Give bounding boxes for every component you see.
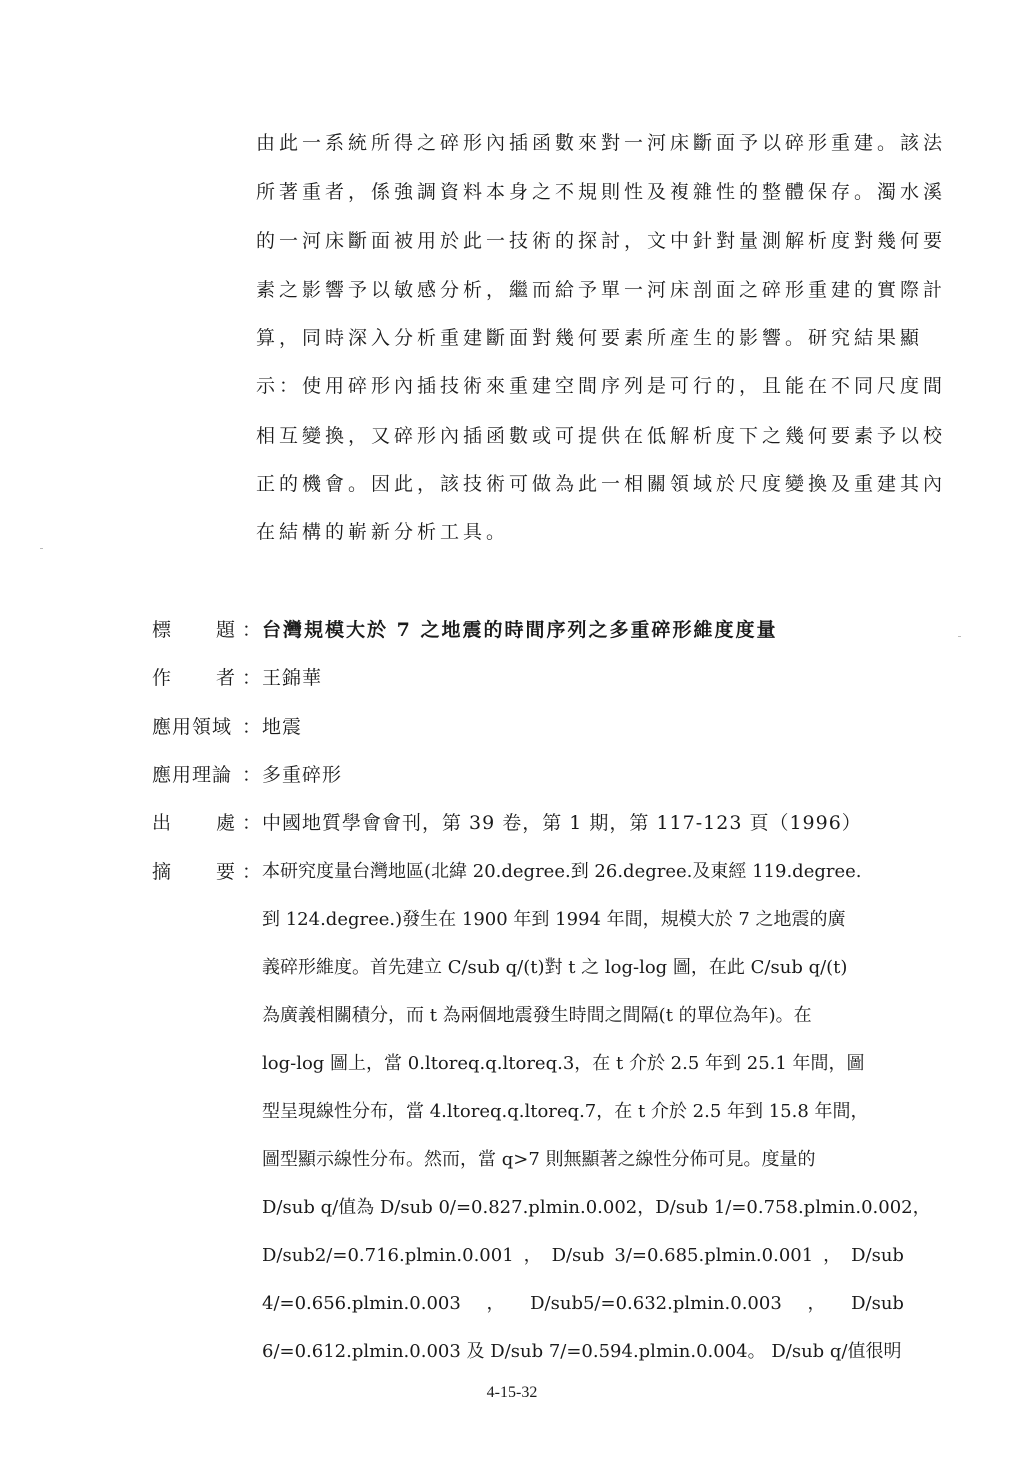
abstract-line: 6/=0.612.plmin.0.003 及 D/sub 7/=0.594.plmin.0.004。 D/sub q/值很明	[262, 1341, 902, 1362]
abstract-token: D/sub2/=0.716.plmin.0.001	[262, 1245, 514, 1266]
label-char: 處	[216, 812, 236, 834]
label-text: 應用理論	[152, 764, 233, 786]
abstract-token: D/sub	[551, 1245, 605, 1266]
paragraph-line: 相互變換，又碎形內插函數或可提供在低解析度下之幾何要素予以校	[256, 425, 947, 447]
abstract-line: 圖型顯示線性分布。然而，當 q>7 則無顯著之線性分佈可見。度量的	[262, 1149, 816, 1170]
label-char: 者	[216, 667, 236, 689]
abstract-token: D/sub	[851, 1293, 904, 1314]
label-colon: ：	[242, 667, 262, 689]
label-colon: ：	[242, 812, 262, 834]
paragraph-line: 由此一系統所得之碎形內插函數來對一河床斷面予以碎形重建。該法	[256, 132, 947, 154]
abstract-token: D/sub	[851, 1245, 904, 1266]
abstract-token: 4/=0.656.plmin.0.003	[262, 1293, 461, 1314]
abstract-line: 義碎形維度。首先建立 C/sub q/(t)對 t 之 log-log 圖，在此 C/sub q/(t)	[262, 957, 848, 978]
label-colon: ：	[242, 619, 262, 641]
paragraph-line: 算，同時深入分析重建斷面對幾何要素所產生的影響。研究結果顯	[256, 327, 924, 349]
label-colon: ：	[242, 861, 262, 883]
paragraph-line: 正的機會。因此，該技術可做為此一相關領域於尺度變換及重建其內	[256, 473, 947, 495]
abstract-line: 到 124.degree.)發生在 1900 年到 1994 年間，規模大於 7 之地震的廣	[262, 909, 846, 930]
scan-speck	[40, 548, 43, 549]
paragraph-line: 示：使用碎形內插技術來重建空間序列是可行的，且能在不同尺度間	[256, 375, 947, 397]
label-char: 出	[152, 812, 172, 834]
label-colon: ：	[242, 716, 262, 738]
abstract-line	[262, 1292, 904, 1316]
abstract-token: 3/=0.685.plmin.0.001	[614, 1245, 814, 1266]
abstract-line: D/sub q/值為 D/sub 0/=0.827.plmin.0.002，D/sub 1/=0.758.plmin.0.002，	[262, 1197, 931, 1218]
scan-speck	[958, 636, 961, 637]
label-text: 應用領域	[152, 716, 233, 738]
label-colon: ：	[242, 764, 262, 786]
record-application-field: 地震	[262, 716, 303, 738]
page-number: 4-15-32	[486, 1384, 538, 1401]
paragraph-line: 所著重者，係強調資料本身之不規則性及複雜性的整體保存。濁水溪	[256, 181, 947, 203]
abstract-token: D/sub5/=0.632.plmin.0.003	[530, 1293, 782, 1314]
label-char: 標	[152, 619, 172, 641]
label-char: 摘	[152, 861, 172, 883]
abstract-line: 為廣義相關積分，而 t 為兩個地震發生時間之間隔(t 的單位為年)。在	[262, 1005, 812, 1026]
abstract-line: log-log 圖上，當 0.ltoreq.q.ltoreq.3，在 t 介於 2.5 年到 25.1 年間，圖	[262, 1053, 865, 1074]
abstract-token: ，	[807, 1293, 826, 1314]
record-source: 中國地質學會會刊，第 39 卷，第 1 期，第 117-123 頁（1996）	[262, 812, 862, 834]
label-char: 要	[216, 861, 236, 883]
paragraph-line: 在結構的嶄新分析工具。	[256, 521, 510, 543]
abstract-token: ，	[486, 1293, 505, 1314]
record-application-theory: 多重碎形	[262, 764, 343, 786]
abstract-line: 型呈現線性分布，當 4.ltoreq.q.ltoreq.7，在 t 介於 2.5 年到 15.8 年間，	[262, 1101, 869, 1122]
abstract-line	[262, 1244, 904, 1268]
label-char: 作	[152, 667, 172, 689]
paragraph-line: 素之影響予以敏感分析，繼而給予單一河床剖面之碎形重建的實際計	[256, 279, 947, 301]
abstract-line: 本研究度量台灣地區(北緯 20.degree.到 26.degree.及東經 119.degree.	[262, 861, 862, 882]
abstract-token: ，	[523, 1245, 542, 1266]
record-title: 台灣規模大於 7 之地震的時間序列之多重碎形維度度量	[262, 619, 778, 641]
record-author: 王錦華	[262, 667, 323, 689]
abstract-token: ，	[823, 1245, 842, 1266]
paragraph-line: 的一河床斷面被用於此一技術的探討，文中針對量測解析度對幾何要	[256, 230, 947, 252]
label-char: 題	[216, 619, 236, 641]
